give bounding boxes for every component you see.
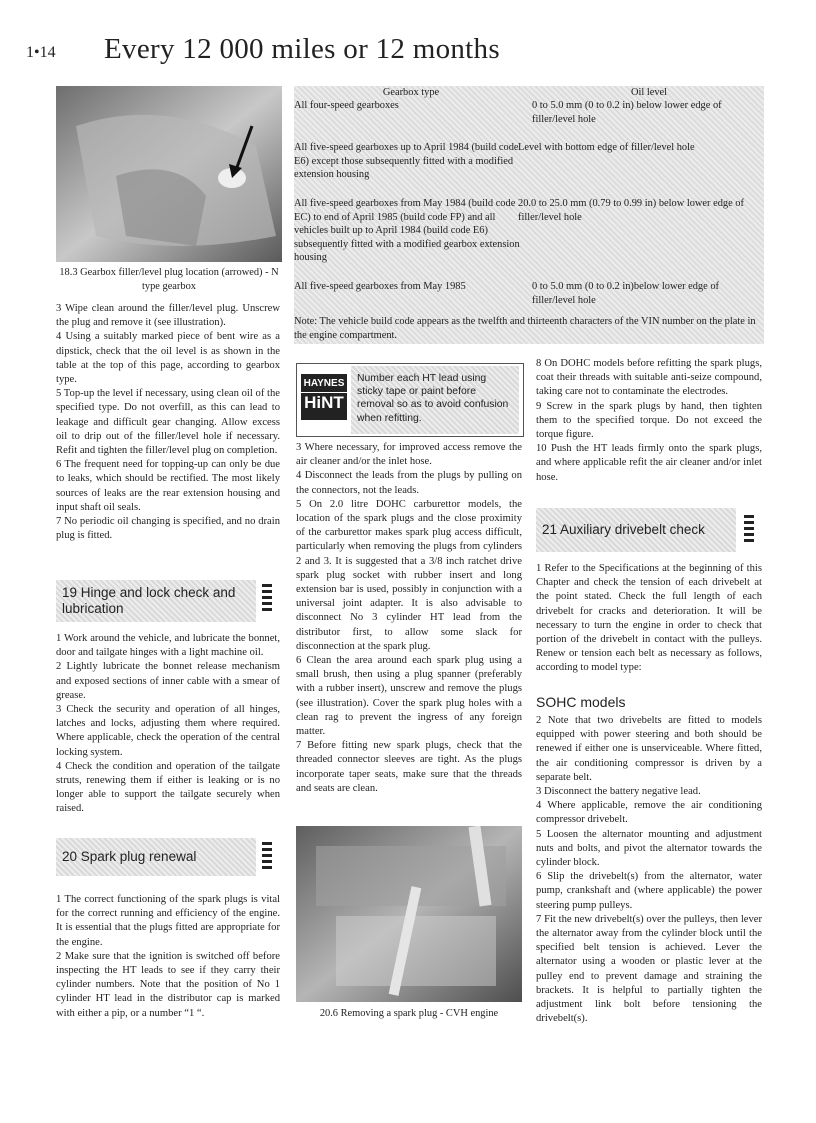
- paragraph: 5 Loosen the alternator mounting and adjustment nuts and bolts, and pivot the alternator towards the cylinder block.: [536, 828, 762, 869]
- section-21-sohc-body: [536, 714, 762, 1026]
- difficulty-spanners-icon: [742, 510, 758, 550]
- table-header: Oil level: [630, 87, 668, 98]
- paragraph: 1 Refer to the Specifications at the beginning of this Chapter and check the tension of each drivebelt at the point stated. Check the full length of each drivebelt for cracks and deterioration. It will be necessary to turn the engine in order to check that portion of the drivebelt in contact with the pulleys. Renew or tension each belt as necessary as follows, according to model type:: [536, 563, 762, 674]
- gearbox-photo: [56, 86, 282, 262]
- table-cell: All five-speed gearboxes up to April 1984 (build code E6) except those subsequently fitted with a modified extension housing: [294, 142, 519, 180]
- paragraph: 1 Work around the vehicle, and lubricate the bonnet, door and tailgate hinges with a light machine oil.: [56, 633, 280, 659]
- logo-text-top: HAYNES: [303, 378, 345, 389]
- section-19-body: [56, 632, 280, 817]
- paragraph: 4 Where applicable, remove the air conditioning compressor drivebelt.: [536, 800, 762, 826]
- table-cell: 20.0 to 25.0 mm (0.79 to 0.99 in) below lower edge of filler/level hole: [518, 198, 744, 223]
- paragraph: 5 Top-up the level if necessary, using clean oil of the specified type. Do not overfill, as this can lead to leakage and difficult gear changing. Allow excess oil to drip out of the filler/level hole if necessary. Refit and tighten the filler/level plug on completion.: [56, 388, 280, 457]
- page-title: Every 12 000 miles or 12 months: [104, 33, 500, 65]
- paragraph: 10 Push the HT leads firmly onto the spark plugs, and where applicable refit the air cleaner and/or inlet hose.: [536, 443, 762, 483]
- photo2-caption: 20.6 Removing a spark plug - CVH engine: [319, 1008, 499, 1019]
- paragraph: 7 Fit the new drivebelt(s) over the pulleys, then lever the alternator away from the cylinder block until the specified belt tension is achieved. Lever the alternator using a wooden or plastic lever at the pulley end to prevent damage and straining the brackets. It is helpful to partially tighten the adjustment link bolt before tensioning the drivebelt(s).: [536, 913, 762, 1025]
- column-1: [56, 302, 280, 543]
- column-2: [296, 441, 522, 796]
- page-number: 1•14: [26, 44, 56, 61]
- table-note: Note: The vehicle build code appears as the twelfth and thirteenth characters of the VIN number on the plate in the engine compartment.: [294, 316, 756, 341]
- section-21-body: [536, 562, 762, 676]
- paragraph: 3 Wipe clean around the filler/level plug. Unscrew the plug and remove it (see illustration).: [56, 303, 280, 329]
- table-cell: All five-speed gearboxes from May 1985: [294, 281, 466, 292]
- table-cell: All four-speed gearboxes: [294, 100, 399, 111]
- paragraph: 9 Screw in the spark plugs by hand, then tighten them to the specified torque. Do not exceed the torque figure.: [536, 400, 762, 441]
- gearbox-oil-table: [294, 86, 764, 344]
- section-21-heading: [536, 508, 762, 552]
- column-3: [536, 357, 762, 485]
- section-19-heading: [56, 580, 280, 622]
- paragraph: 7 No periodic oil changing is specified, and no drain plug is fitted.: [56, 516, 280, 542]
- table-cell: 0 to 5.0 mm (0 to 0.2 in)below lower edge of filler/level hole: [532, 281, 719, 306]
- photo1-caption: 18.3 Gearbox filler/level plug location (arrowed) - N type gearbox: [59, 267, 279, 292]
- section-heading-text: 20 Spark plug renewal: [62, 849, 197, 864]
- haynes-hint-box: [296, 363, 524, 437]
- paragraph: 8 On DOHC models before refitting the spark plugs, coat their threads with suitable anti-seize compound, taking care not to contaminate the electrodes.: [536, 358, 762, 398]
- difficulty-spanners-icon: [260, 582, 276, 616]
- paragraph: 6 The frequent need for topping-up can only be due to leaks, which should be rectified. The most likely sources of leaks are the rear extension housing and input shaft oil seals.: [56, 459, 280, 513]
- gearbox-illustration: [56, 86, 282, 262]
- paragraph: 3 Check the security and operation of all hinges, latches and locks, adjusting them where required. Where applicable, check the operation of the central locking system.: [56, 704, 280, 758]
- paragraph: 4 Disconnect the leads from the plugs by pulling on the connectors, not the leads.: [296, 470, 522, 496]
- spark-plug-illustration: [296, 826, 522, 1002]
- paragraph: 4 Using a suitably marked piece of bent wire as a dipstick, check that the oil level is as shown in the table at the top of this page, according to gearbox type.: [56, 331, 280, 386]
- hint-text: Number each HT lead using sticky tape or paint before removal so as to avoid confusion when refitting.: [357, 373, 509, 424]
- table-cell: Level with bottom edge of filler/level hole: [518, 142, 695, 153]
- paragraph: 6 Slip the drivebelt(s) from the alternator, water pump, crankshaft and (where applicable) the power steering pump pulleys.: [536, 871, 762, 911]
- subheading-sohc: SOHC models: [536, 694, 626, 710]
- paragraph: 2 Make sure that the ignition is switched off before inspecting the HT leads to see if they carry their cylinder numbers. Note that the position of No 1 cylinder HT lead in the distributor cap is marked with either a pip, or a number “1 “.: [56, 950, 280, 1019]
- section-heading-text: 21 Auxiliary drivebelt check: [542, 522, 705, 537]
- section-20-body: [56, 893, 280, 1021]
- paragraph: 2 Lightly lubricate the bonnet release mechanism and exposed sections of inner cable with a smear of grease.: [56, 661, 280, 701]
- haynes-hint-logo: [301, 374, 347, 420]
- spark-plug-photo: [296, 826, 522, 1002]
- logo-text-bottom: HiNT: [301, 392, 347, 413]
- paragraph: 2 Note that two drivebelts are fitted to models equipped with power steering and both should be renewed if either one is unserviceable. Where fitted, the air conditioning compressor is driven by a separate belt.: [536, 715, 762, 783]
- table-header: Gearbox type: [382, 87, 440, 98]
- paragraph: 3 Disconnect the battery negative lead.: [536, 786, 701, 798]
- table-cell: All five-speed gearboxes from May 1984 (build code EC) to end of April 1985 (build code FP) and all vehicles built up to April 1984 (build code E6) subsequently fitted with a modified gearbox extension housing: [294, 198, 520, 263]
- table-cell: 0 to 5.0 mm (0 to 0.2 in) below lower edge of filler/level hole: [532, 100, 722, 125]
- section-heading-text: 19 Hinge and lock check and lubrication: [62, 585, 236, 616]
- section-20-heading: [56, 838, 280, 876]
- paragraph: 6 Clean the area around each spark plug using a small brush, then using a plug spanner (preferably with a rubber insert), unscrew and remove the plugs (see illustration). Cover the spark plug holes with a clean rag to prevent the ingress of any foreign matter.: [296, 655, 522, 738]
- paragraph: 1 The correct functioning of the spark plugs is vital for the correct running and efficiency of the engine. It is essential that the plugs fitted are appropriate for the engine.: [56, 894, 280, 948]
- paragraph: 4 Check the condition and operation of the tailgate struts, renewing them if either is leaking or is no longer able to support the tailgate securely when raised.: [56, 760, 280, 815]
- paragraph: 7 Before fitting new spark plugs, check that the threaded connector sleeves are tight. As the plugs incorporate taper seats, make sure that the threads and seats are clean.: [296, 740, 522, 794]
- paragraph: 5 On 2.0 litre DOHC carburettor models, the location of the spark plugs and the close proximity of the carburettor makes spark plug access difficult, particularly when removing the plugs from cylinders 2 and 3. It is suggested that a 3/8 inch ratchet drive spark plug socket with rubber insert and long extension bar is used, possibly in conjunction with a universal joint adapter. It is also advisable to disconnect No 3 cylinder HT lead from the distributor first, to allow some slack for disconnection at the spark plug.: [296, 498, 522, 652]
- paragraph: 3 Where necessary, for improved access remove the air cleaner and/or the inlet hose.: [296, 442, 522, 468]
- difficulty-spanners-icon: [260, 840, 276, 874]
